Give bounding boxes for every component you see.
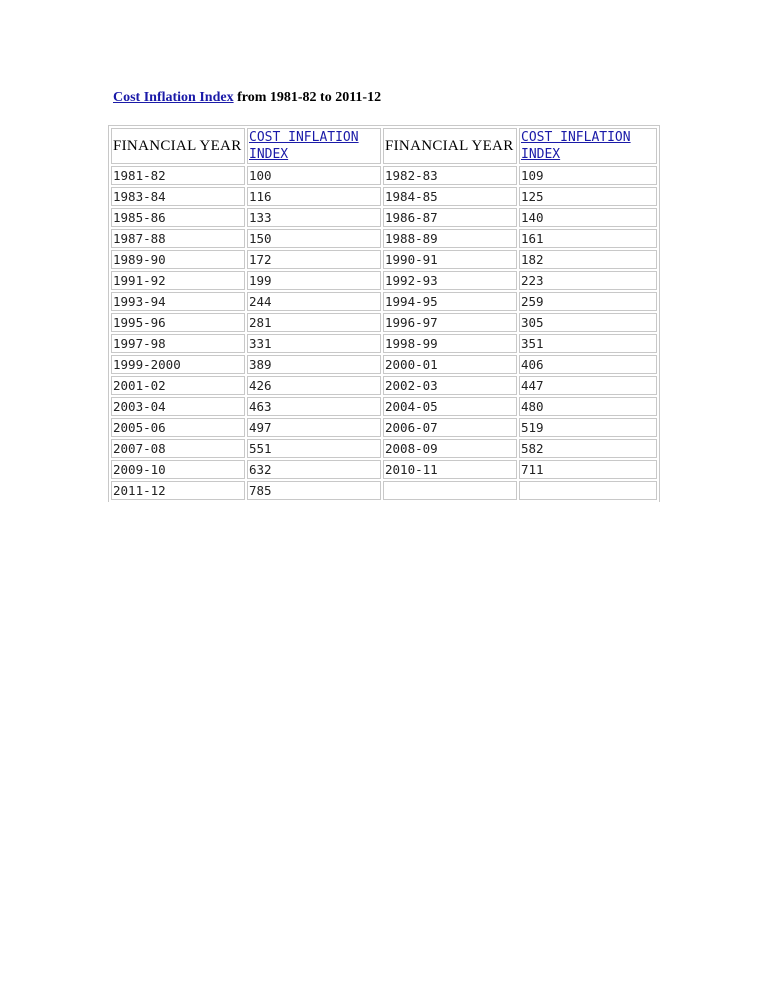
cell-financial-year: 1987-88 — [111, 229, 245, 248]
cell-financial-year: 1996-97 — [383, 313, 517, 332]
header-financial-year: FINANCIAL YEAR — [383, 128, 517, 164]
cell-index-value: 551 — [247, 439, 381, 458]
table-row — [111, 229, 657, 248]
cell-index-value: 259 — [519, 292, 657, 311]
cell-financial-year — [383, 481, 517, 500]
cell-index-value: 116 — [247, 187, 381, 206]
cell-index-value: 223 — [519, 271, 657, 290]
cell-financial-year: 1986-87 — [383, 208, 517, 227]
cell-index-value — [519, 481, 657, 500]
cell-index-value: 150 — [247, 229, 381, 248]
cell-financial-year: 1983-84 — [111, 187, 245, 206]
header-financial-year: FINANCIAL YEAR — [111, 128, 245, 164]
cell-index-value: 426 — [247, 376, 381, 395]
table-row — [111, 334, 657, 353]
header-cost-inflation-index-link[interactable]: COST INFLATION INDEX — [519, 128, 657, 164]
cell-financial-year: 1993-94 — [111, 292, 245, 311]
cell-financial-year: 2000-01 — [383, 355, 517, 374]
table-header-row — [111, 128, 657, 164]
cell-index-value: 305 — [519, 313, 657, 332]
cell-index-value: 109 — [519, 166, 657, 185]
table-row — [111, 460, 657, 479]
cell-financial-year: 1997-98 — [111, 334, 245, 353]
table-row — [111, 376, 657, 395]
cell-index-value: 133 — [247, 208, 381, 227]
header-cost-inflation-index-link[interactable]: COST INFLATION INDEX — [247, 128, 381, 164]
cell-index-value: 172 — [247, 250, 381, 269]
cell-index-value: 480 — [519, 397, 657, 416]
table-row — [111, 166, 657, 185]
cell-index-value: 140 — [519, 208, 657, 227]
cost-inflation-index-table — [108, 125, 660, 502]
table-row — [111, 250, 657, 269]
cell-index-value: 100 — [247, 166, 381, 185]
table-row — [111, 397, 657, 416]
cell-financial-year: 2001-02 — [111, 376, 245, 395]
cell-index-value: 281 — [247, 313, 381, 332]
cell-financial-year: 2010-11 — [383, 460, 517, 479]
cell-financial-year: 2002-03 — [383, 376, 517, 395]
cell-index-value: 351 — [519, 334, 657, 353]
cell-index-value: 497 — [247, 418, 381, 437]
table-row — [111, 439, 657, 458]
cell-index-value: 463 — [247, 397, 381, 416]
cell-index-value: 244 — [247, 292, 381, 311]
cell-financial-year: 1985-86 — [111, 208, 245, 227]
cell-index-value: 406 — [519, 355, 657, 374]
table-row — [111, 418, 657, 437]
cell-financial-year: 1992-93 — [383, 271, 517, 290]
cell-financial-year: 1998-99 — [383, 334, 517, 353]
cell-index-value: 125 — [519, 187, 657, 206]
cell-index-value: 447 — [519, 376, 657, 395]
cell-financial-year: 1994-95 — [383, 292, 517, 311]
cell-index-value: 632 — [247, 460, 381, 479]
cell-financial-year: 1988-89 — [383, 229, 517, 248]
table-row — [111, 292, 657, 311]
cell-financial-year: 2009-10 — [111, 460, 245, 479]
cell-financial-year: 1982-83 — [383, 166, 517, 185]
cell-financial-year: 1999-2000 — [111, 355, 245, 374]
cell-financial-year: 1991-92 — [111, 271, 245, 290]
table-row — [111, 187, 657, 206]
cell-financial-year: 1989-90 — [111, 250, 245, 269]
cell-financial-year: 1990-91 — [383, 250, 517, 269]
cost-inflation-index-link[interactable]: Cost Inflation Index — [113, 90, 234, 105]
page-heading — [113, 90, 381, 106]
table-row — [111, 208, 657, 227]
cell-financial-year: 2004-05 — [383, 397, 517, 416]
cell-financial-year: 1995-96 — [111, 313, 245, 332]
cell-financial-year: 2007-08 — [111, 439, 245, 458]
cell-index-value: 161 — [519, 229, 657, 248]
cell-index-value: 582 — [519, 439, 657, 458]
cell-index-value: 785 — [247, 481, 381, 500]
cell-index-value: 519 — [519, 418, 657, 437]
cell-financial-year: 2003-04 — [111, 397, 245, 416]
cell-index-value: 199 — [247, 271, 381, 290]
cell-financial-year: 1984-85 — [383, 187, 517, 206]
cell-financial-year: 2005-06 — [111, 418, 245, 437]
cell-index-value: 331 — [247, 334, 381, 353]
heading-suffix: from 1981-82 to 2011-12 — [233, 90, 382, 105]
cell-index-value: 182 — [519, 250, 657, 269]
table-row — [111, 481, 657, 500]
cell-index-value: 711 — [519, 460, 657, 479]
cell-index-value: 389 — [247, 355, 381, 374]
table-row — [111, 313, 657, 332]
cell-financial-year: 2011-12 — [111, 481, 245, 500]
table-row — [111, 271, 657, 290]
table-row — [111, 355, 657, 374]
cell-financial-year: 2006-07 — [383, 418, 517, 437]
cell-financial-year: 2008-09 — [383, 439, 517, 458]
cell-financial-year: 1981-82 — [111, 166, 245, 185]
